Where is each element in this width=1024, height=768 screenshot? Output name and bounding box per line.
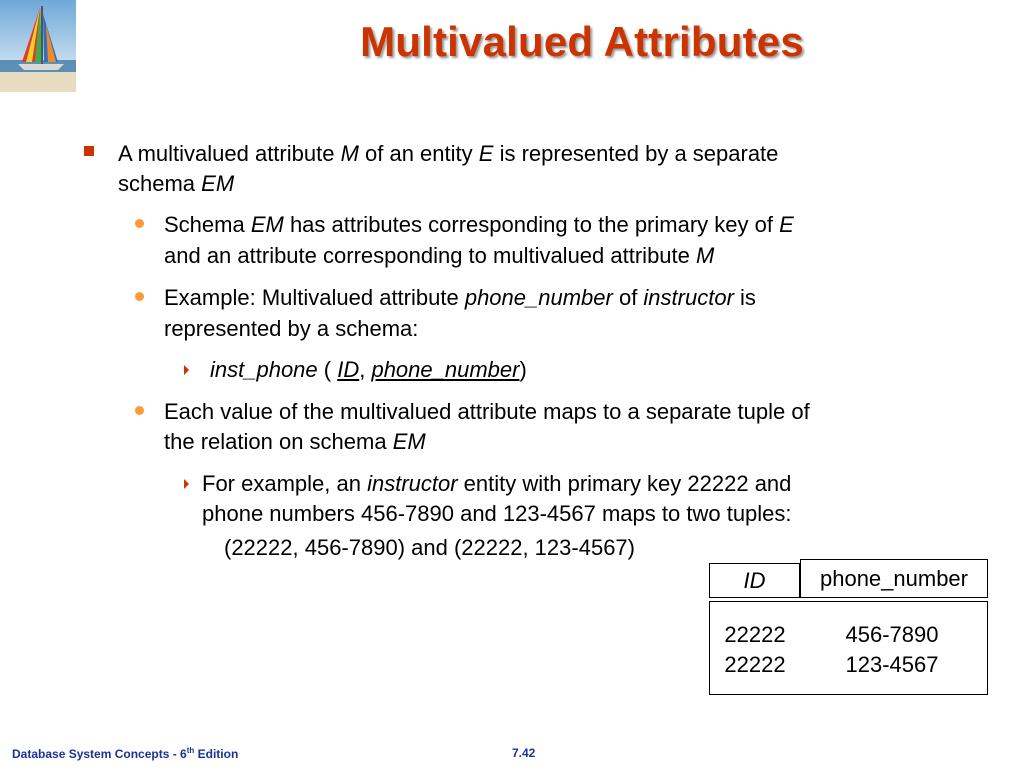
header-id-label: ID [743, 568, 766, 593]
page-title: Multivalued Attributes [360, 18, 804, 65]
text-italic: EM [392, 429, 426, 454]
schema-line [210, 354, 527, 385]
text: ( [317, 357, 338, 382]
text: (22222, 456-7890) and (22222, 123-4567) [224, 535, 635, 560]
text-italic: instructor [643, 285, 734, 310]
schema-key-phone: phone_number [371, 357, 520, 382]
table-header-phone [800, 559, 988, 598]
bullet-2-line-1 [164, 209, 794, 240]
text: and an attribute corresponding to multivalued attribute [164, 243, 696, 268]
dot-bullet [135, 219, 144, 228]
bullet-2-line-2 [164, 240, 714, 271]
dot-bullet [135, 292, 144, 301]
dot-bullet [135, 406, 144, 415]
text-italic: EM [250, 212, 284, 237]
text: the relation on schema [164, 429, 393, 454]
text-italic: EM [201, 171, 235, 196]
text-italic: E [478, 141, 494, 166]
square-bullet [84, 146, 94, 156]
text-italic: E [779, 212, 794, 237]
text: Example: Multivalued attribute [164, 285, 465, 310]
text: ) [519, 357, 527, 382]
table-cell: 123-4567 [845, 652, 939, 677]
page-number: 7.42 [512, 746, 536, 760]
text: represented by a schema: [164, 316, 419, 341]
text: entity with primary key 22222 and [457, 471, 792, 496]
bullet-4-line-1 [164, 396, 810, 427]
arrow-bullet [184, 365, 189, 375]
footer-text: Edition [194, 747, 239, 761]
text: Schema [164, 212, 251, 237]
table-cell: 22222 [724, 652, 786, 677]
table-cell: 22222 [724, 622, 786, 647]
text: of an entity [358, 141, 479, 166]
schema-name: inst_phone [210, 357, 318, 382]
text: For example, an [202, 471, 368, 496]
table-header-id [709, 563, 800, 598]
text: A multivalued attribute [118, 141, 341, 166]
text: phone numbers 456-7890 and 123-4567 maps to two tuples: [202, 501, 792, 526]
bullet-3-line-1 [164, 282, 756, 313]
text-italic: M [340, 141, 359, 166]
text-italic: phone_number [464, 285, 613, 310]
text: of [612, 285, 644, 310]
text-italic: M [696, 243, 715, 268]
footer-text: Database System Concepts - 6 [12, 747, 187, 761]
bullet-1-line-1 [118, 138, 778, 169]
bullet-4-line-2 [164, 426, 426, 457]
text: is [733, 285, 756, 310]
bullet-4a-line-2 [202, 498, 792, 529]
text: is represented by a separate [493, 141, 779, 166]
table-cell: 456-7890 [845, 622, 939, 647]
text: has attributes corresponding to the primary key of [283, 212, 780, 237]
footer-title [12, 746, 238, 761]
bullet-1-line-2 [118, 168, 234, 199]
bullet-3-line-2 [164, 313, 418, 344]
footer-sup: th [186, 746, 195, 755]
arrow-bullet [184, 479, 189, 489]
tuples-line [224, 532, 635, 563]
text: , [359, 357, 372, 382]
text: schema [118, 171, 202, 196]
table-body [709, 601, 988, 695]
text-italic: instructor [367, 471, 458, 496]
schema-key-id: ID [337, 357, 360, 382]
header-phone-label: phone_number [819, 566, 968, 591]
bullet-4a-line-1 [202, 468, 791, 499]
text: Each value of the multivalued attribute maps to a separate tuple of [164, 399, 810, 424]
